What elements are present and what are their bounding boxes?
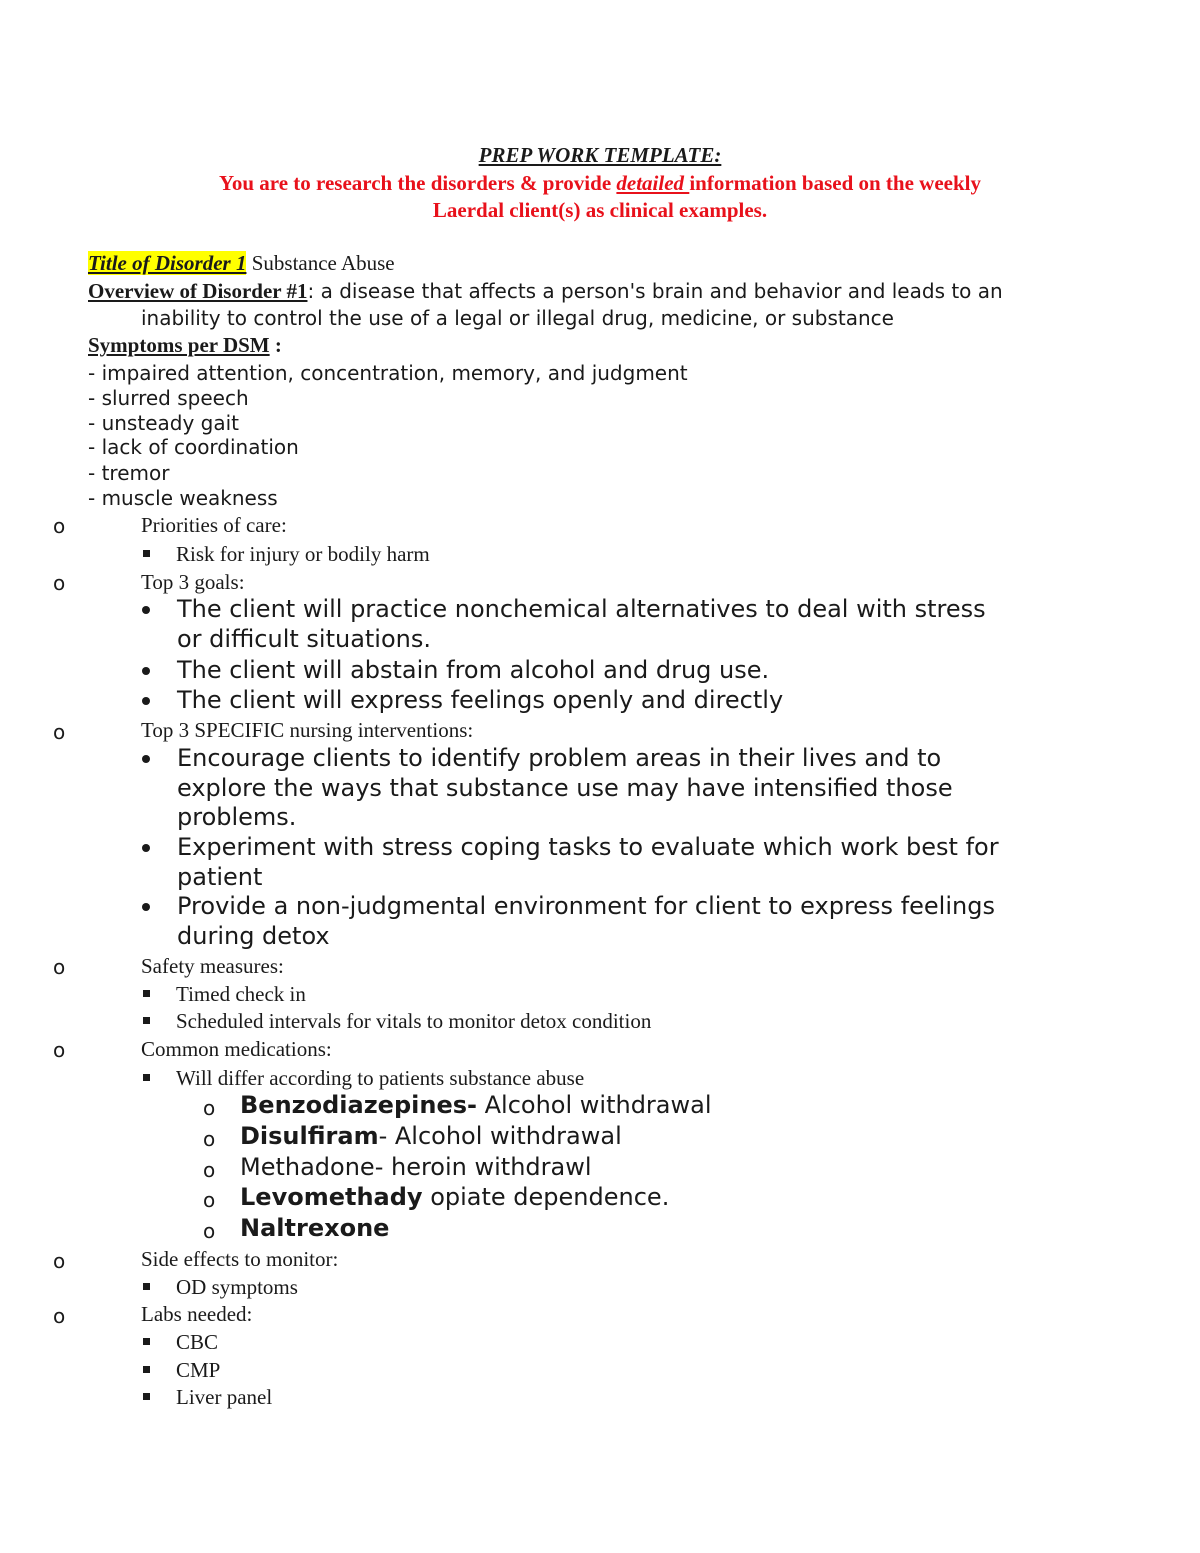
drug-detail: - Alcohol withdrawal [378,1122,622,1150]
symptoms-heading [88,333,282,358]
circle-bullet: o [203,1096,216,1120]
symptom-item: - unsteady gait [88,411,239,435]
symptoms-colon: : [269,333,282,357]
drug-item [240,1122,622,1150]
document-title: PREP WORK TEMPLATE: [478,143,722,167]
circle-bullet: o [203,1188,216,1212]
symptom-item: - tremor [88,461,170,485]
circle-bullet: o [53,1304,66,1328]
priorities-label: Priorities of care: [141,513,287,537]
lab-item: Liver panel [176,1385,273,1409]
overview-row [88,279,1003,304]
symptoms-label: Symptoms per DSM [88,333,270,357]
square-bullet [143,1393,150,1400]
disc-bullet [142,755,150,763]
drug-item [240,1214,389,1242]
disc-bullet [142,667,150,675]
disc-bullet [142,844,150,852]
safety-item: Timed check in [176,982,306,1006]
goal-item: The client will express feelings openly and directly [177,686,784,714]
circle-bullet: o [203,1219,216,1243]
intervention-item-cont: explore the ways that substance use may have intensified those [177,774,953,802]
circle-bullet: o [53,720,66,744]
goal-item: The client will abstain from alcohol and drug use. [177,656,770,684]
square-bullet [143,1338,150,1345]
symptom-item: - lack of coordination [88,435,299,459]
square-bullet [143,550,150,557]
intervention-item-cont: during detox [177,922,330,950]
drug-name: Naltrexone [240,1214,390,1242]
priority-item: Risk for injury or bodily harm [176,542,430,566]
symptom-item: - muscle weakness [88,486,278,510]
intervention-item-cont: patient [177,863,263,891]
drug-item [240,1183,669,1211]
side-effects-label: Side effects to monitor: [141,1247,339,1271]
symptom-item: - slurred speech [88,386,249,410]
symptom-item: - impaired attention, concentration, memory, and judgment [88,361,688,385]
goal-item: The client will practice nonchemical alternatives to deal with stress [177,595,986,623]
disorder-title-label: Title of Disorder 1 [88,251,247,275]
square-bullet [143,1017,150,1024]
intervention-item: Experiment with stress coping tasks to evaluate which work best for [177,833,999,861]
square-bullet [143,990,150,997]
drug-name: Disulfiram [240,1122,379,1150]
square-bullet [143,1283,150,1290]
square-bullet [143,1366,150,1373]
overview-label: Overview of Disorder #1 [88,279,308,303]
circle-bullet: o [53,571,66,595]
drug-name: Benzodiazepines- [240,1091,477,1119]
lab-item: CMP [176,1358,221,1382]
side-effect-item: OD symptoms [176,1275,298,1299]
disc-bullet [142,903,150,911]
lab-item: CBC [176,1330,219,1354]
instruction-text-b: information based on the weekly [689,171,981,195]
intervention-item-cont: problems. [177,803,297,831]
instruction-line-2: Laerdal client(s) as clinical examples. [432,198,768,222]
instruction-line-1 [0,171,1200,196]
disorder-title-row [88,251,395,276]
circle-bullet: o [53,955,66,979]
disc-bullet [142,697,150,705]
drug-name: Levomethady [240,1183,423,1211]
labs-label: Labs needed: [141,1302,253,1326]
circle-bullet: o [203,1158,216,1182]
instruction-emphasis: detailed [616,171,690,195]
circle-bullet: o [53,514,66,538]
drug-item [240,1091,712,1119]
overview-text-cont: inability to control the use of a legal or illegal drug, medicine, or substance [141,306,894,330]
medications-label: Common medications: [141,1037,332,1061]
circle-bullet: o [53,1249,66,1273]
drug-detail: opiate dependence. [422,1183,670,1211]
safety-item: Scheduled intervals for vitals to monitor detox condition [176,1009,652,1033]
overview-text: : a disease that affects a person's brain and behavior and leads to an [307,279,1003,303]
disc-bullet [142,606,150,614]
goal-item-cont: or difficult situations. [177,625,432,653]
drug-detail: Alcohol withdrawal [476,1091,712,1119]
safety-label: Safety measures: [141,954,284,978]
circle-bullet: o [53,1038,66,1062]
circle-bullet: o [203,1127,216,1151]
disorder-title-value: Substance Abuse [246,251,395,275]
medication-note: Will differ according to patients substance abuse [176,1066,585,1090]
intervention-item: Provide a non-judgmental environment for client to express feelings [177,892,995,920]
square-bullet [143,1074,150,1081]
interventions-label: Top 3 SPECIFIC nursing interventions: [141,718,474,742]
intervention-item: Encourage clients to identify problem areas in their lives and to [177,744,942,772]
instruction-text-a: You are to research the disorders & provide [218,171,617,195]
drug-item: Methadone- heroin withdrawl [240,1153,592,1181]
goals-label: Top 3 goals: [141,570,245,594]
